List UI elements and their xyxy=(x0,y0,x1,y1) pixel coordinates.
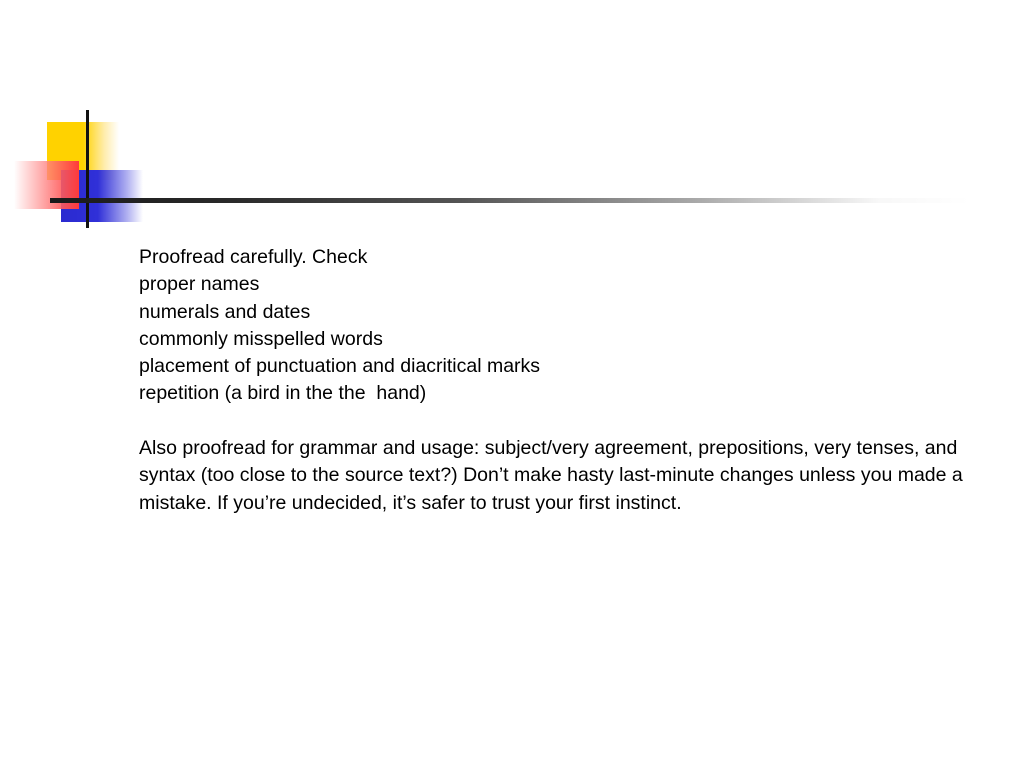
check-item-misspelled-words: commonly misspelled words xyxy=(139,327,383,350)
slide-body xyxy=(139,244,999,517)
horizontal-rule xyxy=(50,198,970,203)
grammar-paragraph: Also proofread for grammar and usage: subject/very agreement, prepositions, very tenses, and syntax (too close to the source text?) Don’t make hasty last-minute changes unless you made a mistake. If you’re undecided, it’s safer to trust your first instinct. xyxy=(139,437,963,514)
check-item-numerals-dates: numerals and dates xyxy=(139,300,311,323)
check-intro: Proofread carefully. Check xyxy=(139,246,368,268)
blank-line xyxy=(139,408,999,435)
check-item-proper-names: proper names xyxy=(139,273,260,296)
vertical-rule xyxy=(86,110,89,228)
check-item-repetition: repetition (a bird in the the hand) xyxy=(139,382,427,405)
decorative-header xyxy=(0,0,1024,240)
check-item-punctuation: placement of punctuation and diacritical marks xyxy=(139,355,541,378)
